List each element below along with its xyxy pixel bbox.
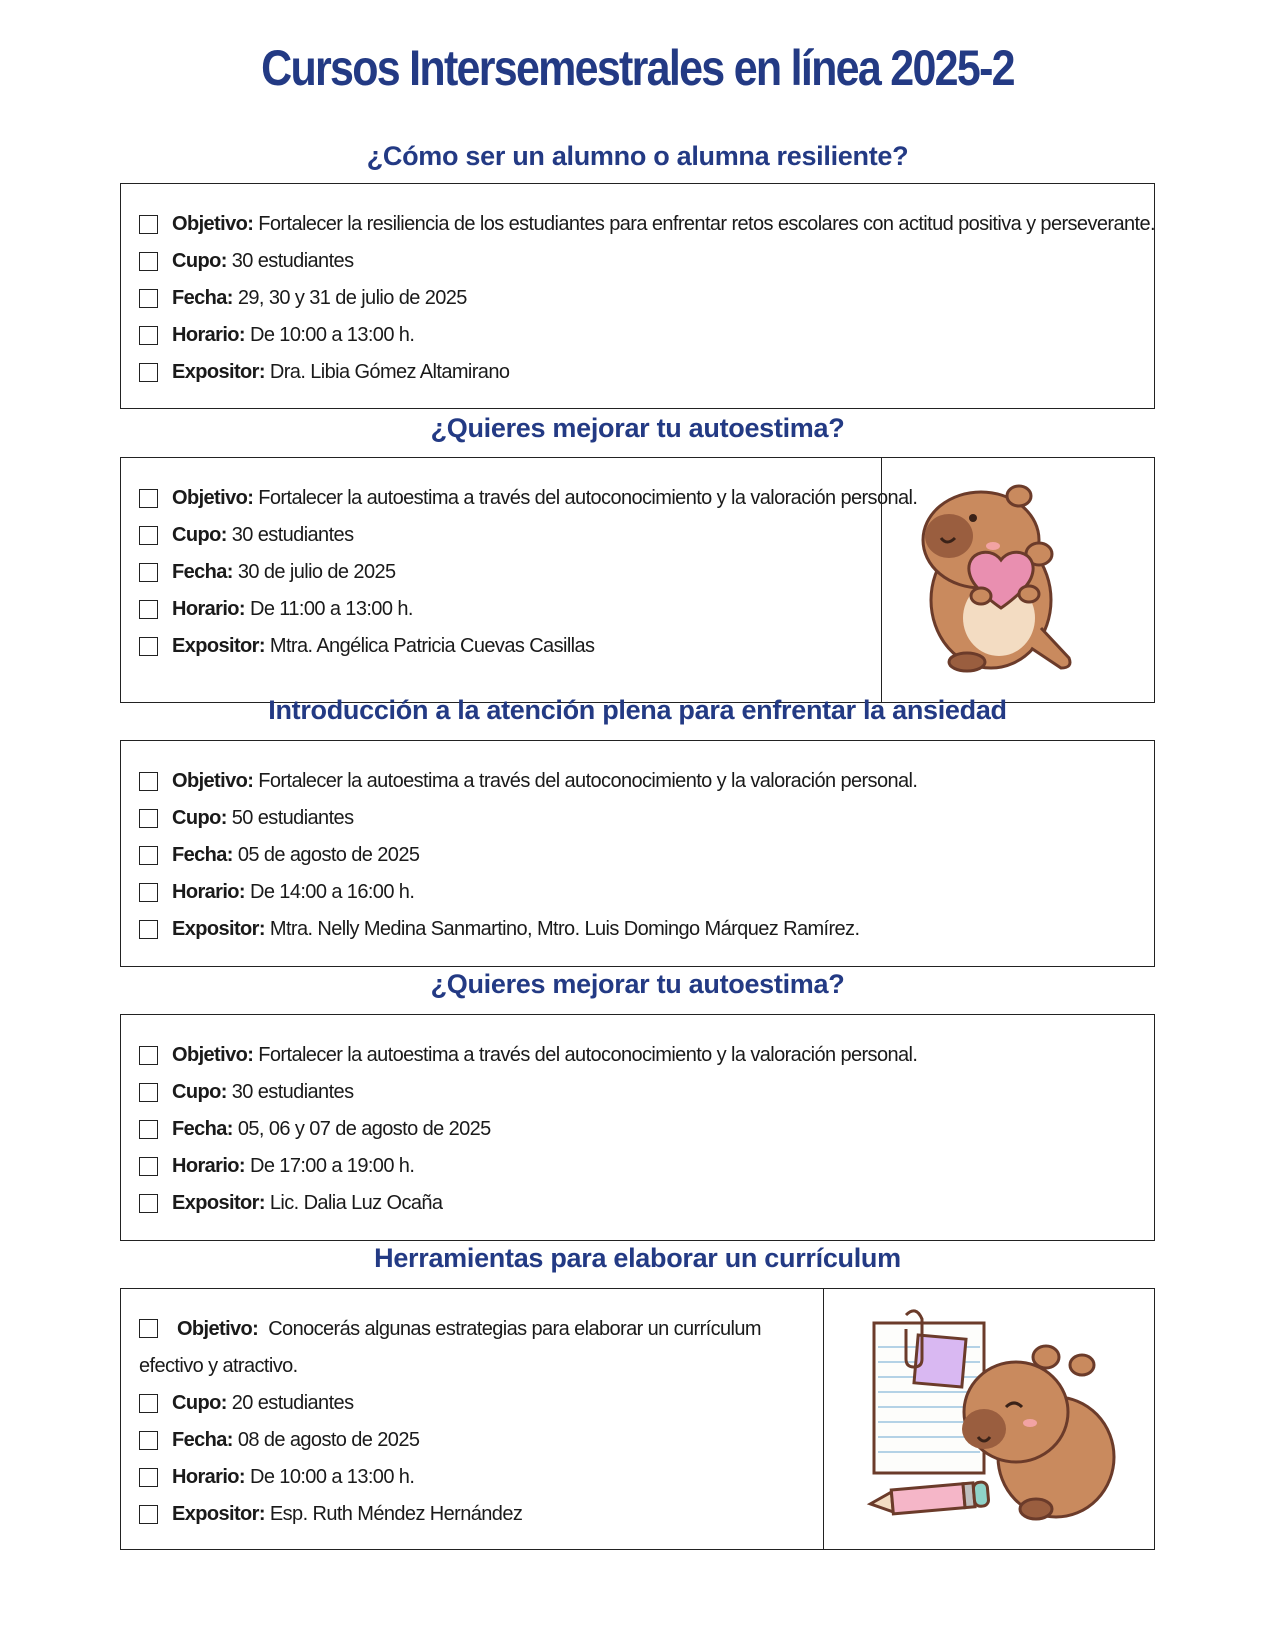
checkbox[interactable] — [139, 215, 158, 234]
checkbox[interactable] — [139, 600, 158, 619]
course-1-objective-row[interactable] — [139, 206, 1155, 243]
capacity-label: Cupo: — [172, 1081, 227, 1103]
schedule-label: Horario: — [172, 1155, 245, 1177]
course-1-capacity-row[interactable] — [139, 243, 1144, 280]
course-1-date: 29, 30 y 31 de julio de 2025 — [237, 287, 467, 309]
course-2-card — [120, 457, 1155, 703]
course-5-capacity-row[interactable] — [139, 1385, 824, 1422]
checkbox[interactable] — [139, 1468, 158, 1487]
capacity-label: Cupo: — [172, 1392, 227, 1414]
objective-label: Objetivo: — [172, 1044, 254, 1066]
checkbox[interactable] — [139, 846, 158, 865]
course-3-objective-row[interactable] — [139, 763, 1144, 800]
speaker-label: Expositor: — [172, 1192, 265, 1214]
course-4-speaker-row[interactable] — [139, 1185, 1144, 1222]
date-label: Fecha: — [172, 1429, 233, 1451]
column-divider — [823, 1289, 824, 1549]
checkbox[interactable] — [139, 1194, 158, 1213]
checkbox[interactable] — [139, 1083, 158, 1102]
course-5-card — [120, 1288, 1155, 1550]
objective-label: Objetivo: — [176, 1318, 259, 1340]
course-4-objective: Fortalecer la autoestima a través del autoconocimiento y la valoración personal. — [258, 1044, 918, 1066]
checkbox[interactable] — [139, 883, 158, 902]
course-2-title: ¿Quieres mejorar tu autoestima? — [430, 413, 845, 443]
objective-label: Objetivo: — [172, 487, 254, 509]
course-2-objective: Fortalecer la autoestima a través del autoconocimiento y la valoración personal. — [258, 487, 918, 509]
checkbox[interactable] — [139, 289, 158, 308]
course-5-speaker: Esp. Ruth Méndez Hernández — [269, 1503, 523, 1525]
page-title: Cursos Intersemestrales en línea 2025-2 — [261, 40, 1014, 96]
course-4-date-row[interactable] — [139, 1111, 1144, 1148]
schedule-label: Horario: — [172, 324, 245, 346]
course-4-capacity-row[interactable] — [139, 1074, 1144, 1111]
capybara-heart-illustration — [911, 478, 1091, 678]
course-1-details — [139, 206, 1155, 391]
course-3-details — [139, 763, 1144, 948]
checkbox[interactable] — [139, 326, 158, 345]
objective-label: Objetivo: — [172, 770, 254, 792]
course-3-schedule: De 14:00 a 16:00 h. — [249, 881, 415, 903]
capacity-label: Cupo: — [172, 807, 227, 829]
speaker-label: Expositor: — [172, 635, 265, 657]
course-3-date-row[interactable] — [139, 837, 1144, 874]
checkbox[interactable] — [139, 920, 158, 939]
course-3-date: 05 de agosto de 2025 — [237, 844, 420, 866]
course-5-title: Herramientas para elaborar un currículum — [374, 1243, 901, 1273]
capacity-label: Cupo: — [172, 250, 227, 272]
checkbox[interactable] — [139, 1319, 158, 1338]
course-3-speaker: Mtra. Nelly Medina Sanmartino, Mtro. Luis Domingo Márquez Ramírez. — [269, 918, 860, 940]
course-1-speaker: Dra. Libia Gómez Altamirano — [269, 361, 510, 383]
course-3-capacity: 50 estudiantes — [231, 807, 354, 829]
course-3-card — [120, 740, 1155, 967]
checkbox[interactable] — [139, 1157, 158, 1176]
course-5-objective-row[interactable] — [139, 1311, 824, 1385]
course-2-speaker: Mtra. Angélica Patricia Cuevas Casillas — [269, 635, 595, 657]
date-label: Fecha: — [172, 1118, 233, 1140]
speaker-label: Expositor: — [172, 918, 265, 940]
course-1-card — [120, 183, 1155, 409]
course-4-objective-row[interactable] — [139, 1037, 1144, 1074]
capybara-notepad-illustration — [866, 1307, 1126, 1532]
course-3-speaker-row[interactable] — [139, 911, 1144, 948]
course-4-details — [139, 1037, 1144, 1222]
course-4-speaker: Lic. Dalia Luz Ocaña — [269, 1192, 443, 1214]
course-4-date: 05, 06 y 07 de agosto de 2025 — [237, 1118, 491, 1140]
schedule-label: Horario: — [172, 1466, 245, 1488]
course-5-objective: Conocerás algunas estrategias para elaborar un currículum efectivo y atractivo. — [139, 1318, 761, 1377]
checkbox[interactable] — [139, 1394, 158, 1413]
checkbox[interactable] — [139, 489, 158, 508]
schedule-label: Horario: — [172, 881, 245, 903]
course-3-capacity-row[interactable] — [139, 800, 1144, 837]
objective-label: Objetivo: — [172, 213, 254, 235]
course-5-schedule: De 10:00 a 13:00 h. — [249, 1466, 415, 1488]
course-1-objective: Fortalecer la resiliencia de los estudiantes para enfrentar retos escolares con actitud positiva y perseverante. — [258, 213, 1155, 235]
course-4-title: ¿Quieres mejorar tu autoestima? — [430, 969, 845, 999]
course-4-schedule: De 17:00 a 19:00 h. — [249, 1155, 415, 1177]
course-1-schedule-row[interactable] — [139, 317, 1144, 354]
course-1-title: ¿Cómo ser un alumno o alumna resiliente? — [366, 141, 909, 171]
course-2-date: 30 de julio de 2025 — [237, 561, 396, 583]
checkbox[interactable] — [139, 252, 158, 271]
course-5-speaker-row[interactable] — [139, 1496, 824, 1533]
course-5-date-row[interactable] — [139, 1422, 824, 1459]
speaker-label: Expositor: — [172, 1503, 265, 1525]
capacity-label: Cupo: — [172, 524, 227, 546]
course-5-date: 08 de agosto de 2025 — [237, 1429, 420, 1451]
checkbox[interactable] — [139, 1431, 158, 1450]
schedule-label: Horario: — [172, 598, 245, 620]
date-label: Fecha: — [172, 844, 233, 866]
course-3-schedule-row[interactable] — [139, 874, 1144, 911]
course-4-card — [120, 1014, 1155, 1241]
date-label: Fecha: — [172, 561, 233, 583]
course-4-capacity: 30 estudiantes — [231, 1081, 354, 1103]
course-3-objective: Fortalecer la autoestima a través del autoconocimiento y la valoración personal. — [258, 770, 918, 792]
course-2-capacity: 30 estudiantes — [231, 524, 354, 546]
course-2-schedule: De 11:00 a 13:00 h. — [249, 598, 413, 620]
course-3-title: Introducción a la atención plena para enfrentar la ansiedad — [268, 695, 1007, 725]
course-1-date-row[interactable] — [139, 280, 1144, 317]
checkbox[interactable] — [139, 1046, 158, 1065]
course-1-capacity: 30 estudiantes — [231, 250, 354, 272]
speaker-label: Expositor: — [172, 361, 265, 383]
checkbox[interactable] — [139, 772, 158, 791]
checkbox[interactable] — [139, 363, 158, 382]
date-label: Fecha: — [172, 287, 233, 309]
checkbox[interactable] — [139, 1120, 158, 1139]
checkbox[interactable] — [139, 1505, 158, 1524]
course-4-schedule-row[interactable] — [139, 1148, 1144, 1185]
checkbox[interactable] — [139, 563, 158, 582]
course-1-speaker-row[interactable] — [139, 354, 1144, 391]
course-5-schedule-row[interactable] — [139, 1459, 824, 1496]
checkbox[interactable] — [139, 809, 158, 828]
checkbox[interactable] — [139, 526, 158, 545]
course-5-capacity: 20 estudiantes — [231, 1392, 354, 1414]
checkbox[interactable] — [139, 637, 158, 656]
column-divider — [881, 458, 882, 702]
course-5-details — [139, 1311, 824, 1533]
course-1-schedule: De 10:00 a 13:00 h. — [249, 324, 415, 346]
